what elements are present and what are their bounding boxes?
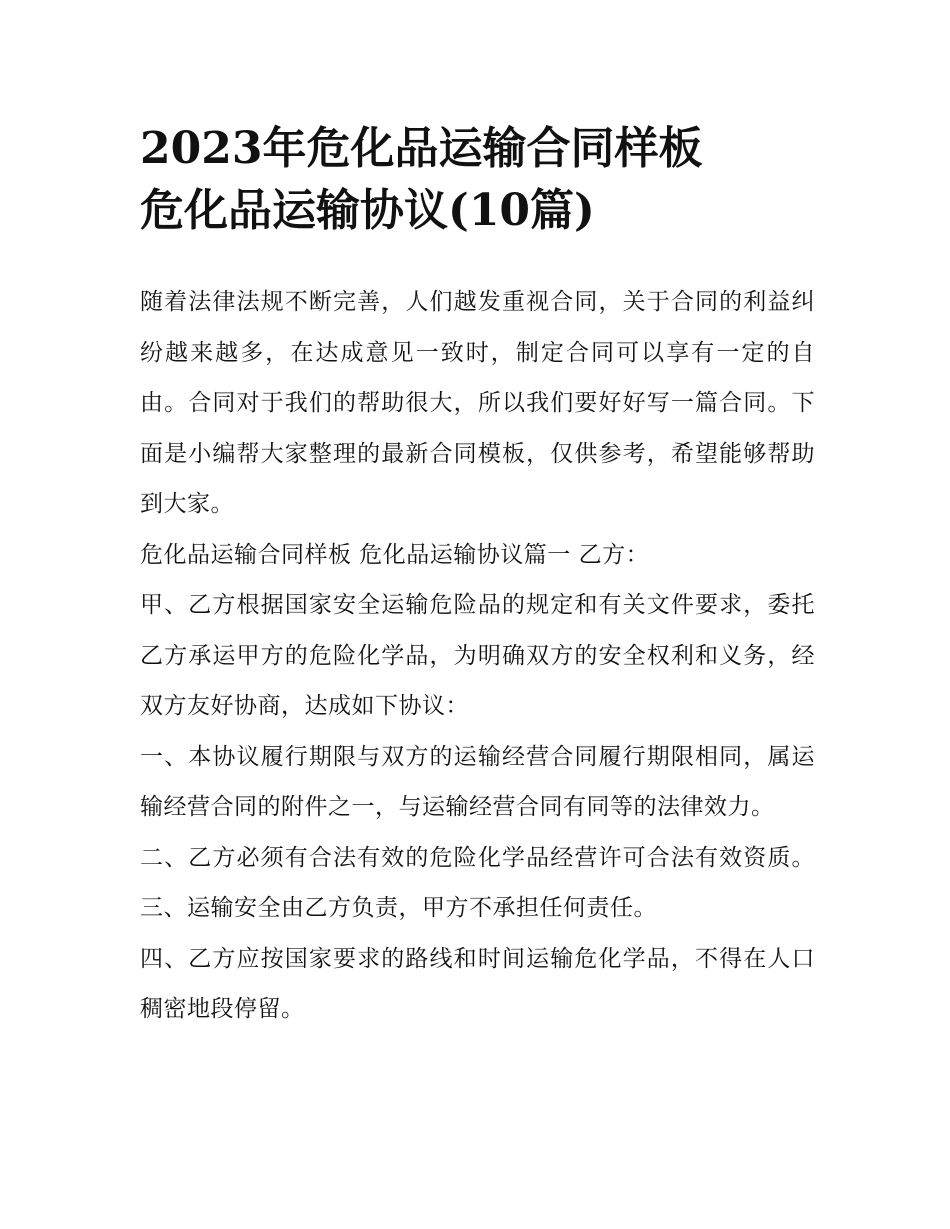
clause-4: 四、乙方应按国家要求的路线和时间运输危化学品，不得在人口稠密地段停留。 — [140, 945, 815, 1022]
title-line-1: 2023年危化品运输合同样板 — [140, 123, 703, 174]
document-title — [140, 118, 840, 242]
clause-1: 一、本协议履行期限与双方的运输经营合同履行期限相同，属运输经营合同的附件之一，与运输经营合同有同等的法律效力。 — [140, 743, 815, 820]
clause-2-3: 二、乙方必须有合法有效的危险化学品经营许可合法有效资质。 三、运输安全由乙方负责，甲方不承担任何责任。 — [140, 844, 815, 921]
document-body — [140, 277, 815, 1035]
section-heading: 危化品运输合同样板 危化品运输协议篇一 乙方： — [140, 541, 650, 568]
agreement-preamble: 甲、乙方根据国家安全运输危险品的规定和有关文件要求，委托乙方承运甲方的危险化学品，为明确双方的安全权利和义务，经双方友好协商，达成如下协议： — [140, 592, 815, 719]
intro-paragraph: 随着法律法规不断完善，人们越发重视合同，关于合同的利益纠纷越来越多，在达成意见一致时，制定合同可以享有一定的自由。合同对于我们的帮助很大，所以我们要好好写一篇合同。下面是小编帮大家整理的最新合同模板，仅供参考，希望能够帮助到大家。 — [140, 289, 815, 517]
title-line-2: 危化品运输协议(10篇) — [140, 185, 595, 236]
